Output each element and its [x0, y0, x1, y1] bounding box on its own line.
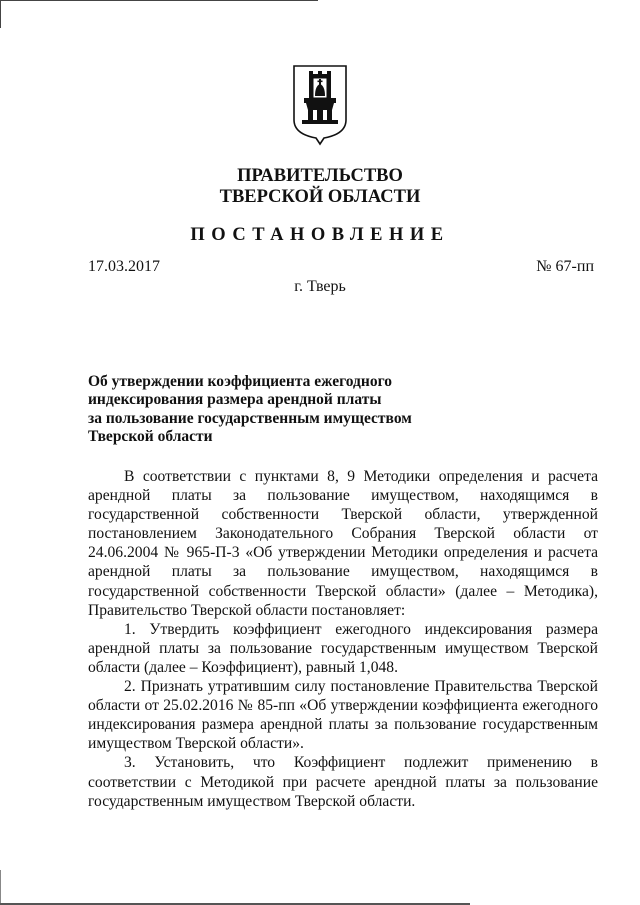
- document-number: № 67-пп: [536, 258, 594, 275]
- clause-1: 1. Утвердить коэффициент ежегодного индексирования размера арендной платы за пользование государственным имуществом Тверской области (далее – Коэффициент), равный 1,048.: [88, 620, 598, 676]
- document-body: [88, 467, 598, 811]
- document-title: [88, 373, 448, 446]
- document-date: 17.03.2017: [88, 258, 160, 275]
- organization-name-line1: ПРАВИТЕЛЬСТВО: [237, 166, 403, 186]
- scan-edge-left-lower: [0, 870, 1, 905]
- coat-of-arms-icon: [292, 64, 348, 146]
- document-city: г. Тверь: [294, 278, 346, 295]
- title-line: за пользование государственным имуществом: [88, 409, 412, 427]
- title-line: индексирования размера арендной платы: [88, 391, 382, 409]
- title-line: Тверской области: [88, 427, 213, 445]
- organization-name-line2: ТВЕРСКОЙ ОБЛАСТИ: [219, 187, 421, 207]
- document-type: ПОСТАНОВЛЕНИЕ: [190, 225, 450, 245]
- scan-edge-left: [0, 0, 1, 28]
- preamble-paragraph: В соответствии с пунктами 8, 9 Методики определения и расчета арендной платы за пользование имуществом, находящимся в государственной собственности Тверской области, утвержденной постановлением Законодательного Собрания Тверской области от 24.06.2004 № 965-П-3 «Об утверждении Методики определения и расчета арендной платы за пользование имуществом, находящимся в государственной собственности Тверской области» (далее – Методика), Правительство Тверской области постановляет:: [88, 468, 598, 619]
- clause-2: 2. Признать утратившим силу постановление Правительства Тверской области от 25.02.2016 № 85-пп «Об утверждении коэффициента ежегодного индексирования размера арендной платы за пользование государственным имуществом Тверской области».: [88, 678, 598, 753]
- clause-3: 3. Установить, что Коэффициент подлежит применению в соответствии с Методикой при расчете арендной платы за пользование государственным имуществом Тверской области.: [88, 754, 598, 810]
- scan-edge-top: [0, 0, 318, 1]
- title-line: Об утверждении коэффициента ежегодного: [88, 373, 392, 390]
